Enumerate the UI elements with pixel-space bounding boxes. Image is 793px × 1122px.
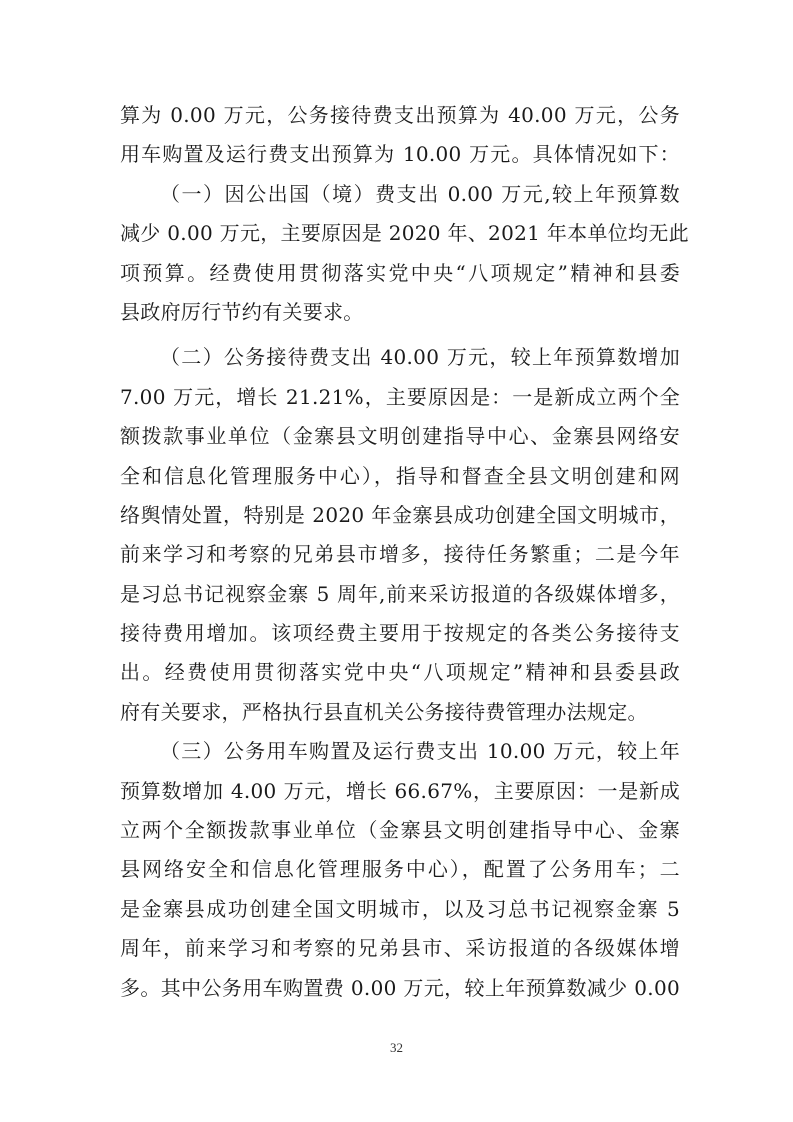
- text-line: （一）因公出国（境）费支出 0.00 万元,较上年预算数: [160, 181, 680, 206]
- text-line: 是金寨县成功创建全国文明城市，以及习总书记视察金寨 5: [120, 896, 680, 921]
- body-text: [120, 96, 689, 1008]
- text-line: 立两个全额拨款事业单位（金寨县文明创建指导中心、金寨: [120, 818, 680, 843]
- text-line: 络舆情处置，特别是 2020 年金寨县成功创建全国文明城市，: [120, 502, 680, 527]
- text-line: 减少 0.00 万元，主要原因是 2020 年、2021 年本单位均无此: [120, 221, 689, 246]
- text-line: 额拨款事业单位（金寨县文明创建指导中心、金寨县网络安: [120, 424, 680, 449]
- text-line: 全和信息化管理服务中心），指导和督查全县文明创建和网: [120, 463, 680, 488]
- text-line: 接待费用增加。该项经费主要用于按规定的各类公务接待支: [120, 621, 680, 646]
- text-line: 府有关要求，严格执行县直机关公务接待费管理办法规定。: [120, 699, 648, 724]
- text-line: 预算数增加 4.00 万元，增长 66.67%，主要原因：一是新成: [120, 778, 680, 803]
- text-line: 县网络安全和信息化管理服务中心），配置了公务用车；二: [120, 857, 680, 882]
- text-line: 7.00 万元，增长 21.21%，主要原因是：一是新成立两个全: [120, 384, 680, 409]
- text-line: 前来学习和考察的兄弟县市增多，接待任务繁重；二是今年: [120, 542, 680, 567]
- text-line: 多。其中公务用车购置费 0.00 万元，较上年预算数减少 0.00: [120, 975, 680, 1000]
- paragraph-intro: [120, 96, 680, 175]
- text-line: （二）公务接待费支出 40.00 万元，较上年预算数增加: [160, 345, 680, 370]
- text-line: 项预算。经费使用贯彻落实党中央“八项规定”精神和县委: [120, 260, 680, 285]
- paragraph-section-1: [120, 175, 689, 333]
- paragraph-section-2: [120, 338, 680, 732]
- text-line: 用车购置及运行费支出预算为 10.00 万元。具体情况如下：: [120, 142, 680, 167]
- paragraph-section-3: [120, 732, 680, 1008]
- text-line: 出。经费使用贯彻落实党中央“八项规定”精神和县委县政: [120, 660, 680, 685]
- text-line: （三）公务用车购置及运行费支出 10.00 万元，较上年: [160, 739, 680, 764]
- text-line: 周年，前来学习和考察的兄弟县市、采访报道的各级媒体增: [120, 936, 680, 961]
- text-line: 是习总书记视察金寨 5 周年,前来采访报道的各级媒体增多，: [120, 581, 680, 606]
- page-number: 32: [390, 1040, 403, 1055]
- text-line: 算为 0.00 万元，公务接待费支出预算为 40.00 万元，公务: [120, 103, 680, 127]
- text-line: 县政府厉行节约有关要求。: [120, 299, 364, 324]
